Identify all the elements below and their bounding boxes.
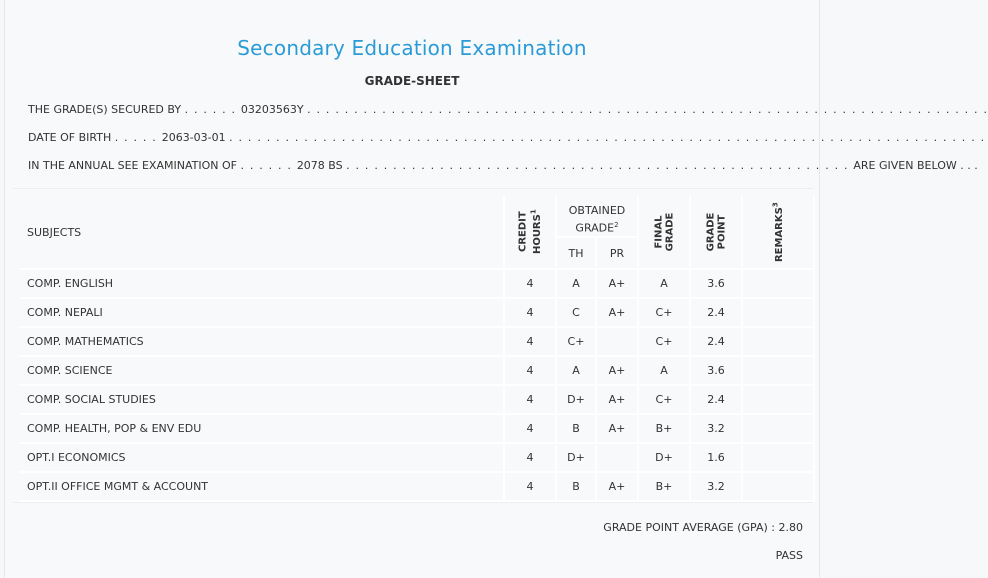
table-row — [19, 270, 815, 299]
credit-hours-cell: 4 — [505, 415, 557, 444]
th-grade-cell: C+ — [557, 328, 597, 357]
th-grade-cell: A — [557, 357, 597, 386]
grade-point-cell: 3.6 — [691, 270, 743, 299]
subject-cell: OPT.I ECONOMICS — [19, 444, 505, 473]
final-grade-cell: C+ — [639, 299, 691, 328]
pr-grade-cell: A+ — [597, 386, 639, 415]
obtained-header-line2: GRADE — [575, 222, 615, 235]
gpa-value: 2.80 — [778, 521, 803, 534]
final-header-line2: GRADE — [664, 212, 675, 252]
th-grade-cell: B — [557, 473, 597, 502]
pr-grade-cell: A+ — [597, 415, 639, 444]
pr-grade-cell: A+ — [597, 473, 639, 502]
remarks-cell — [743, 328, 815, 357]
col-grade-point-header — [691, 196, 743, 270]
result-status: PASS — [775, 549, 803, 562]
subject-cell: COMP. NEPALI — [19, 299, 505, 328]
table-row — [19, 328, 815, 357]
dob-value: 2063-03-01 — [161, 131, 226, 144]
table-row — [19, 473, 815, 502]
dot-leader: . . . . . . . . . . . . . . . . . . . . . . . . . . . . . . . . . . . . . . . . . . . . . . . . . . . . . . . . . . . . . . . . . . . . . . . . . — [307, 103, 988, 116]
remarks-cell — [743, 386, 815, 415]
exam-year: 2078 BS — [296, 159, 343, 172]
exam-line — [28, 159, 978, 172]
remarks-cell — [743, 299, 815, 328]
credit-hours-cell: 4 — [505, 444, 557, 473]
page-subtitle: GRADE-SHEET — [364, 74, 460, 88]
pr-grade-cell: A+ — [597, 270, 639, 299]
final-grade-cell: A — [639, 270, 691, 299]
col-pr-header: PR — [597, 238, 639, 270]
credit-hours-cell: 4 — [505, 270, 557, 299]
pr-grade-cell: A+ — [597, 357, 639, 386]
remarks-cell — [743, 415, 815, 444]
grade-rows — [19, 270, 815, 502]
col-th-header: TH — [557, 238, 597, 270]
final-grade-cell: A — [639, 357, 691, 386]
remarks-footnote-mark: 3 — [771, 202, 780, 207]
col-remarks-header — [743, 196, 815, 270]
table-row — [19, 415, 815, 444]
dot-leader: . . . . . — [114, 131, 162, 144]
final-grade-cell: B+ — [639, 473, 691, 502]
col-final-grade-header — [639, 196, 691, 270]
subject-cell: OPT.II OFFICE MGMT & ACCOUNT — [19, 473, 505, 502]
subject-cell: COMP. MATHEMATICS — [19, 328, 505, 357]
remarks-cell — [743, 270, 815, 299]
pr-grade-cell: A+ — [597, 299, 639, 328]
subject-cell: COMP. SOCIAL STUDIES — [19, 386, 505, 415]
grades-table — [19, 196, 815, 502]
col-credit-hours-header — [505, 196, 557, 270]
th-grade-cell: D+ — [557, 386, 597, 415]
dob-line — [28, 131, 985, 144]
grade-point-cell: 3.6 — [691, 357, 743, 386]
grade-point-cell: 1.6 — [691, 444, 743, 473]
pr-grade-cell — [597, 328, 639, 357]
credit-hours-cell: 4 — [505, 473, 557, 502]
credit-header-line2: HOURS — [531, 214, 543, 255]
grade-sheet — [4, 0, 988, 578]
exam-label: IN THE ANNUAL SEE EXAMINATION OF — [28, 159, 237, 172]
subject-cell: COMP. SCIENCE — [19, 357, 505, 386]
gp-header-line2: POINT — [716, 214, 727, 250]
th-grade-cell: B — [557, 415, 597, 444]
gpa-label: GRADE POINT AVERAGE (GPA) : — [603, 521, 775, 534]
given-below-text: ARE GIVEN BELOW . . . — [853, 159, 978, 172]
obtained-footnote-mark: 2 — [614, 221, 619, 230]
secured-by-line — [28, 103, 988, 116]
col-obtained-grade-header — [557, 196, 639, 238]
th-grade-cell: C — [557, 299, 597, 328]
divider — [13, 188, 813, 189]
dob-label: DATE OF BIRTH — [28, 131, 112, 144]
gpa-line — [603, 521, 803, 534]
table-row — [19, 299, 815, 328]
grade-point-cell: 2.4 — [691, 328, 743, 357]
credit-hours-cell: 4 — [505, 299, 557, 328]
credit-footnote-mark: 1 — [529, 209, 538, 215]
credit-hours-cell: 4 — [505, 328, 557, 357]
gp-header-line1: GRADE — [705, 212, 716, 252]
symbol-number: 03203563Y — [240, 103, 304, 116]
remarks-cell — [743, 473, 815, 502]
pr-grade-cell — [597, 444, 639, 473]
table-header-row — [19, 196, 815, 238]
credit-hours-cell: 4 — [505, 357, 557, 386]
remarks-cell — [743, 444, 815, 473]
grade-point-cell: 2.4 — [691, 386, 743, 415]
dot-leader: . . . . . . — [184, 103, 241, 116]
dot-leader: . . . . . . — [240, 159, 297, 172]
grade-point-cell: 2.4 — [691, 299, 743, 328]
grade-point-cell: 3.2 — [691, 415, 743, 444]
table-row — [19, 444, 815, 473]
table-row — [19, 357, 815, 386]
final-grade-cell: B+ — [639, 415, 691, 444]
col-subjects-header: SUBJECTS — [19, 196, 505, 270]
credit-header-line1: CREDIT — [517, 211, 529, 253]
secured-by-label: THE GRADE(S) SECURED BY — [28, 103, 182, 116]
credit-hours-cell: 4 — [505, 386, 557, 415]
final-grade-cell: C+ — [639, 386, 691, 415]
obtained-header-line1: OBTAINED — [568, 204, 626, 218]
subject-cell: COMP. HEALTH, POP & ENV EDU — [19, 415, 505, 444]
th-grade-cell: A — [557, 270, 597, 299]
grade-point-cell: 3.2 — [691, 473, 743, 502]
dot-leader: . . . . . . . . . . . . . . . . . . . . . . . . . . . . . . . . . . . . . . . . . . . . . . . . . . . . . . . . . . . . . . . . . . . . . . . . . . . . . . . . . — [229, 131, 986, 144]
th-grade-cell: D+ — [557, 444, 597, 473]
final-grade-cell: D+ — [639, 444, 691, 473]
final-header-line1: FINAL — [653, 215, 664, 249]
divider — [13, 502, 813, 503]
table-row — [19, 386, 815, 415]
remarks-header-text: REMARKS — [774, 206, 786, 262]
page-title: Secondary Education Examination — [237, 36, 587, 60]
subject-cell: COMP. ENGLISH — [19, 270, 505, 299]
remarks-cell — [743, 357, 815, 386]
final-grade-cell: C+ — [639, 328, 691, 357]
dot-leader: . . . . . . . . . . . . . . . . . . . . . . . . . . . . . . . . . . . . . . . . . . . . . . . . . . . . . . — [346, 159, 854, 172]
